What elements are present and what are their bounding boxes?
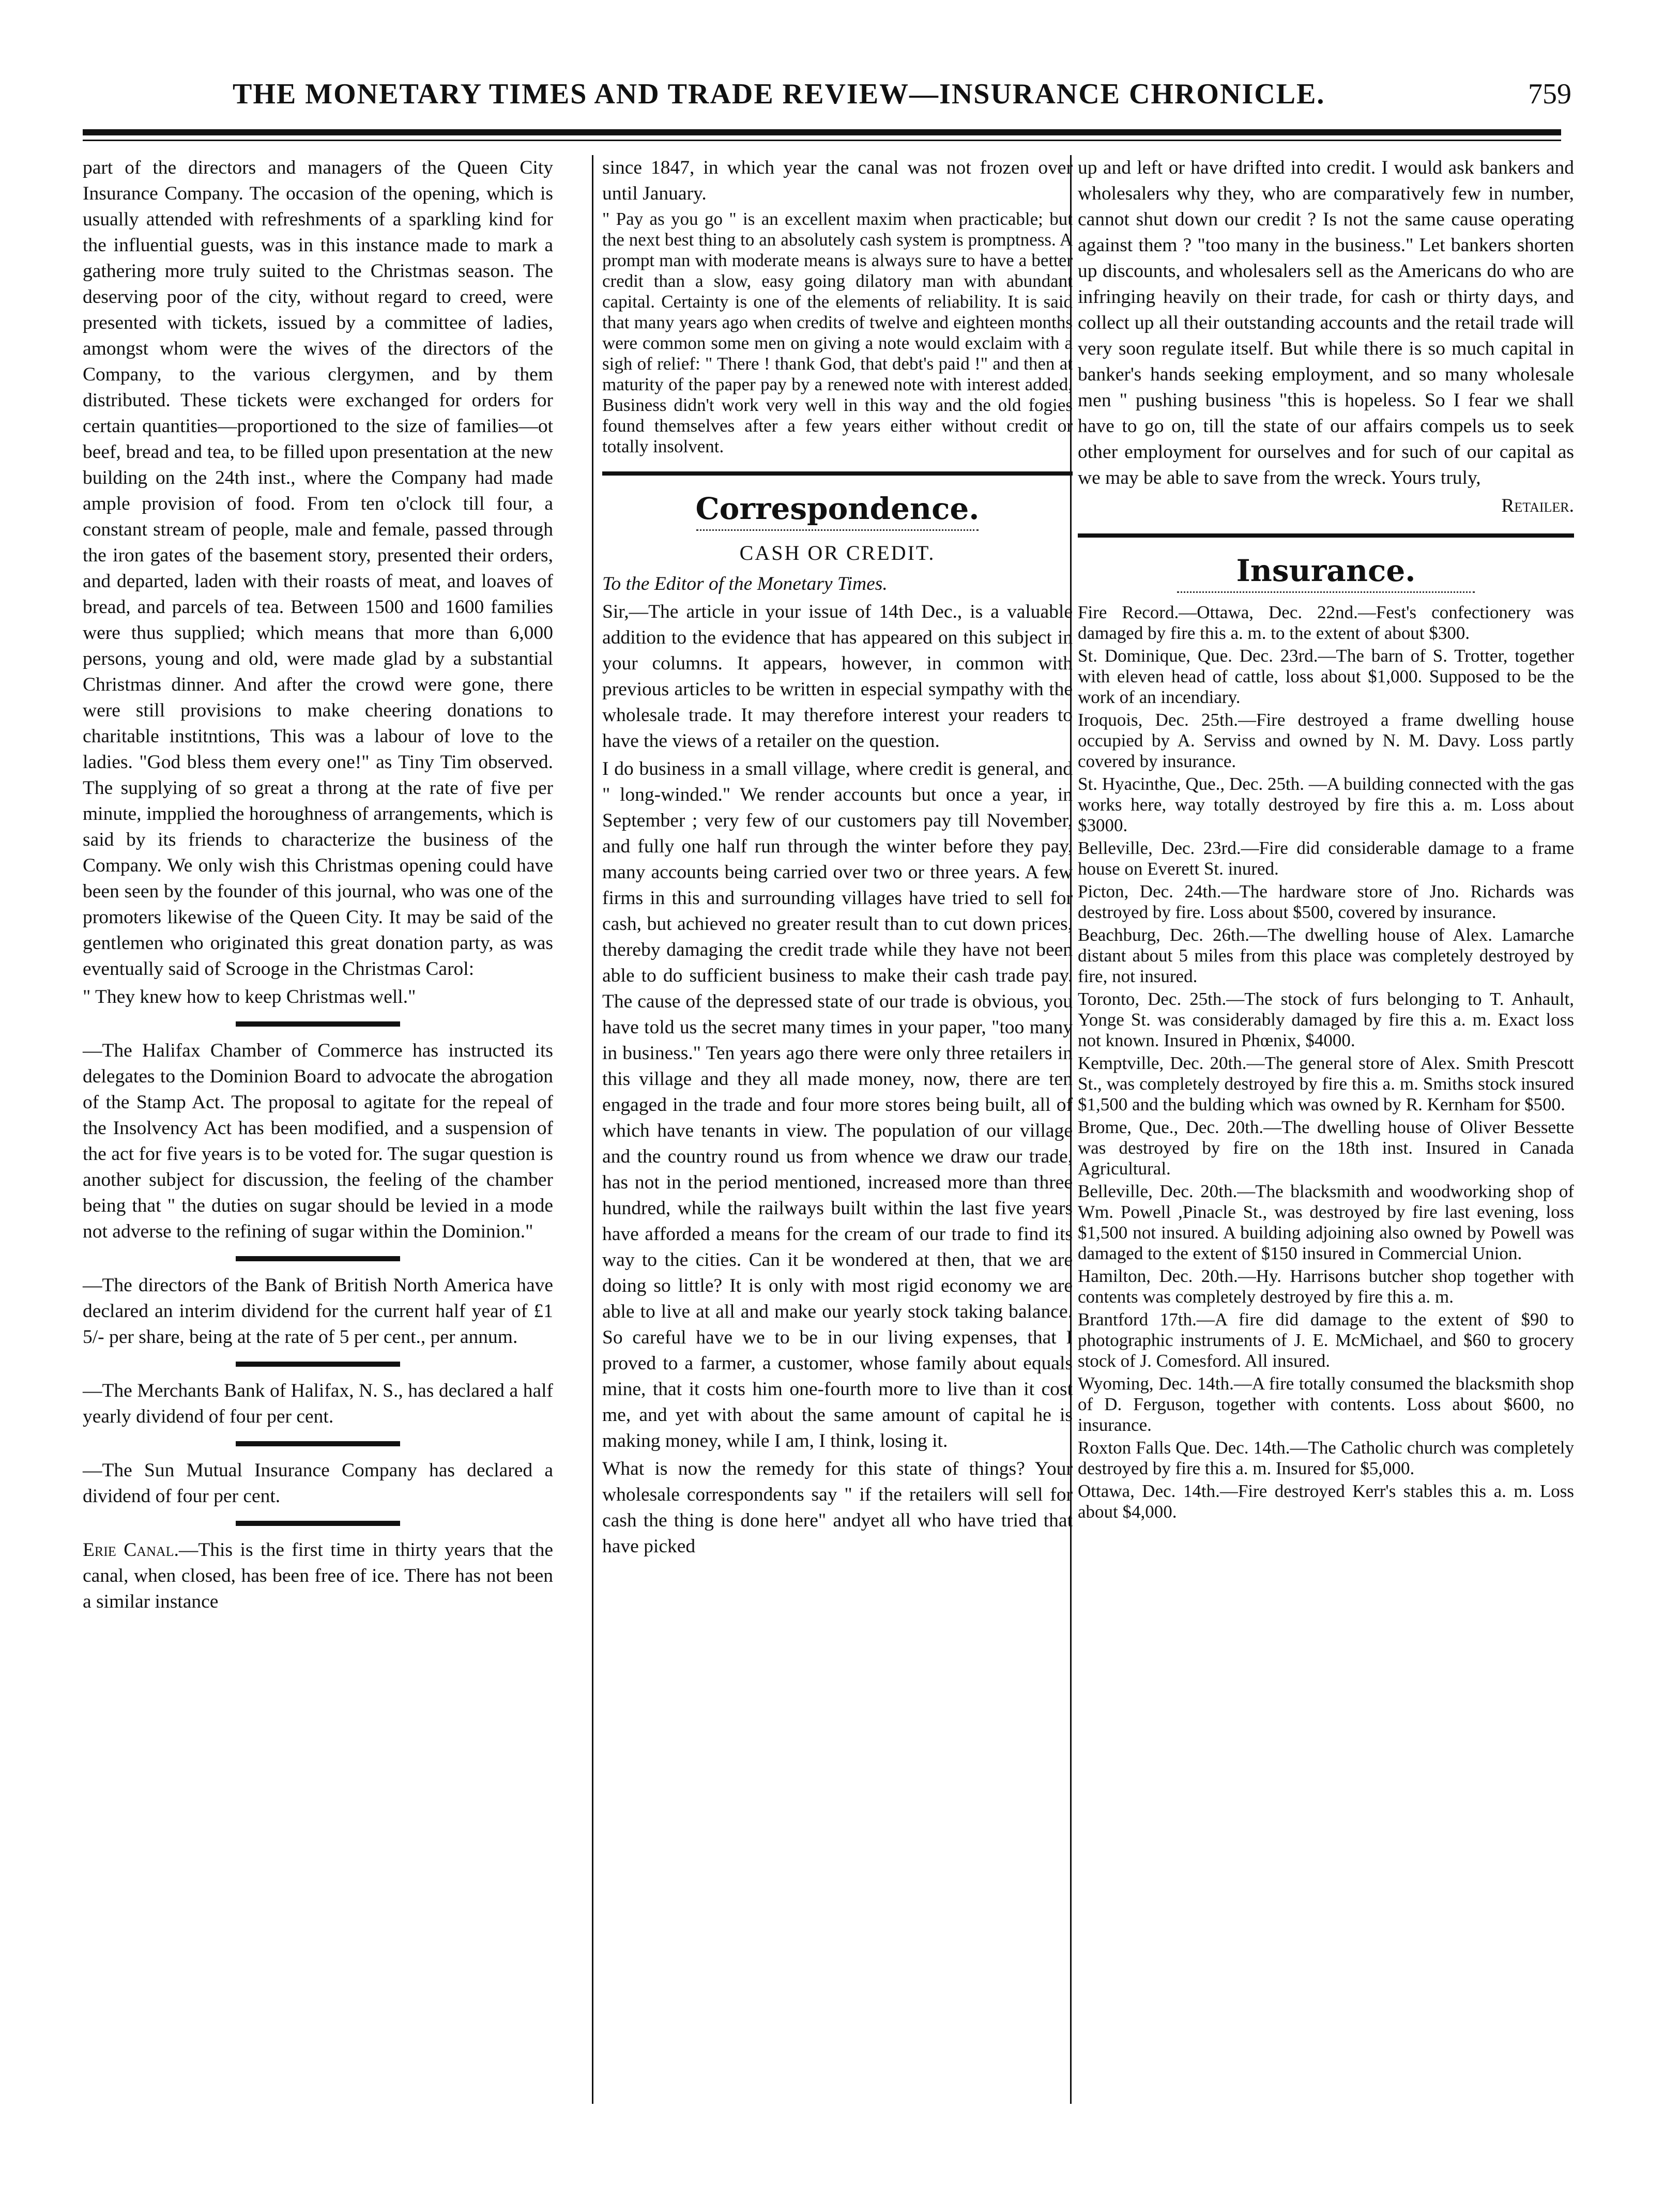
page-title: THE MONETARY TIMES AND TRADE REVIEW—INSURANCE CHRONICLE. xyxy=(233,78,1325,110)
salutation: To the Editor of the Monetary Times. xyxy=(602,573,888,594)
article-paragraph xyxy=(83,1537,553,1615)
list-item: Beachburg, Dec. 26th.—The dwelling house of Alex. Lamarche distant about 5 miles from this place was completely destroyed by fire, not insured. xyxy=(1078,925,1574,986)
column-2 xyxy=(602,155,1073,1562)
section-rule xyxy=(602,471,1073,476)
list-item: Wyoming, Dec. 14th.—A fire totally consumed the blacksmith shop of D. Ferguson, together with contents. Loss about $600, no insurance. xyxy=(1078,1373,1574,1435)
list-item: Brantford 17th.—A fire did damage to the extent of $90 to photographic instruments of J. E. McMichael, and $60 to grocery stock of J. Comesford. All insured. xyxy=(1078,1309,1574,1371)
page-number: 759 xyxy=(1528,78,1571,110)
list-item: Roxton Falls Que. Dec. 14th.—The Catholic church was completely destroyed by fire this a. m. Insured for $5,000. xyxy=(1078,1438,1574,1478)
article-paragraph: —The Halifax Chamber of Commerce has instructed its delegates to the Dominion Board to advocate the abrogation of the Stamp Act. The proposal to agitate for the repeal of the Insolvency Act has been modified, and a suspension of the act for five years is to be voted for. The sugar question is another subject for discussion, the feeling of the chamber being that " the duties on sugar should be levied in a mode not adverse to the refining of sugar within the Dominion." xyxy=(83,1040,553,1242)
section-heading: Correspondence. xyxy=(695,491,980,526)
signature: Retailer. xyxy=(1501,495,1574,516)
article-subheading: CASH OR CREDIT. xyxy=(739,541,936,564)
article-paragraph: —The Sun Mutual Insurance Company has declared a dividend of four per cent. xyxy=(83,1460,553,1507)
header-rule xyxy=(83,129,1561,135)
list-item: Kemptville, Dec. 20th.—The general store of Alex. Smith Prescott St., was completely destroyed by fire this a. m. Smiths stock insured $1,500 and the bulding which was owned by R. Kernham for $500. xyxy=(1078,1053,1574,1114)
page-header xyxy=(83,78,1582,114)
separator-rule xyxy=(236,1362,401,1367)
article-paragraph: What is now the remedy for this state of things? Your wholesale correspondents say " if the retailers will sell for cash the thing is done here" andyet all who have tried that have picked xyxy=(602,1458,1073,1557)
article-paragraph: —The Merchants Bank of Halifax, N. S., has declared a half yearly dividend of four per cent. xyxy=(83,1380,553,1427)
article-paragraph: since 1847, in which year the canal was not frozen over until January. xyxy=(602,157,1073,204)
separator-rule xyxy=(236,1021,401,1027)
column-1 xyxy=(83,155,553,1617)
article-paragraph: " Pay as you go " is an excellent maxim when practicable; but the next best thing to an absolutely cash system is promptness. A prompt man with moderate means is always sure to have a better credit than a slow, easy going dilatory man with abundant capital. Certainty is one of the elements of reliability. It is said that many years ago when credits of twelve and eighteen months were common some men on giving a note would exclaim with a sigh of relief: " There ! thank God, that debt's paid !" and then at maturity of the paper pay by a renewed note with interest added, Business didn't work very well in this way and the old fogies found themselves after a few years either without credit or totally insolvent. xyxy=(602,209,1073,456)
article-paragraph: —The directors of the Bank of British North America have declared an interim dividend for the current half year of £1 5/- per share, being at the rate of 5 per cent., per annum. xyxy=(83,1275,553,1348)
fire-record-list xyxy=(1078,602,1574,1522)
separator-rule xyxy=(236,1441,401,1446)
separator-rule xyxy=(236,1256,401,1261)
list-item: Fire Record.—Ottawa, Dec. 22nd.—Fest's confectionery was damaged by fire this a. m. to the extent of about $300. xyxy=(1078,602,1574,643)
column-divider xyxy=(592,155,593,2104)
list-item: Belleville, Dec. 23rd.—Fire did considerable damage to a frame house on Everett St. inured. xyxy=(1078,838,1574,879)
list-item: Ottawa, Dec. 14th.—Fire destroyed Kerr's stables this a. m. Loss about $4,000. xyxy=(1078,1481,1574,1522)
article-paragraph: up and left or have drifted into credit. I would ask bankers and wholesalers why they, who are comparatively few in number, cannot shut down our credit ? Is not the same cause operating against them ? "too many in the business." Let bankers shorten up discounts, and wholesalers sell as the Americans do who are infringing heavily on their trade, for cash or thirty days, and collect up all their outstanding accounts and the retail trade will very soon regulate itself. But while there is so much capital in banker's hands seeking employment, and so many wholesale men " pushing business "this is hopeless. So I fear we shall have to go on, till the state of our affairs compels us to seek other employment for ourselves and for such of our capital as we may be able to save from the wreck. Yours truly, xyxy=(1078,157,1574,488)
list-item: Brome, Que., Dec. 20th.—The dwelling house of Oliver Bessette was destroyed by fire on the 18th inst. Insured in Canada Agricultural. xyxy=(1078,1117,1574,1179)
list-item: St. Dominique, Que. Dec. 23rd.—The barn of S. Trotter, together with eleven head of cattle, loss about $1,000. Supposed to be the work of an incendiary. xyxy=(1078,646,1574,707)
list-item: Iroquois, Dec. 25th.—Fire destroyed a frame dwelling house occupied by A. Serviss and owned by N. M. Davy. Loss partly covered by insurance. xyxy=(1078,710,1574,771)
column-3 xyxy=(1078,155,1574,1524)
ornament-rule xyxy=(1177,591,1475,597)
article-paragraph: Sir,—The article in your issue of 14th Dec., is a valuable addition to the evidence that has appeared on this subject in your columns. It appears, however, in common with previous articles to be written in especial sympathy with the wholesale trade. It may therefore interest your readers to have the views of a retailer on the question. xyxy=(602,601,1073,752)
quote-line: " They knew how to keep Christmas well." xyxy=(83,986,416,1007)
list-item: Hamilton, Dec. 20th.—Hy. Harrisons butcher shop together with contents was completely destroyed by fire this a. m. xyxy=(1078,1266,1574,1307)
paragraph-body: —This is the first time in thirty years that the canal, when closed, has been free of ice. There has not been a similar instance xyxy=(83,1539,553,1612)
paragraph-lead: Erie Canal. xyxy=(83,1539,179,1561)
section-rule xyxy=(1078,533,1574,538)
ornament-rule xyxy=(696,529,979,535)
list-item: Toronto, Dec. 25th.—The stock of furs belonging to T. Anhault, Yonge St. was considerably damaged by fire this a. m. Exact loss not known. Insured in Phœnix, $4000. xyxy=(1078,989,1574,1050)
header-rule-thin xyxy=(83,140,1561,141)
article-paragraph: I do business in a small village, where credit is general, and " long-winded." We render accounts but once a year, in September ; very few of our customers pay till November, and fully one half run through the winter before they pay, many accounts being carried over two or three years. A few firms in this and surrounding villages have tried to sell for cash, but achieved no greater result than to cut down prices, thereby damaging the credit trade while they have not been able to do sufficient business to make their cash trade pay. The cause of the depressed state of our trade is obvious, you have told us the secret many times in your paper, "too many in business." Ten years ago there were only three retailers in this village and they all made money, now, there are ten engaged in the trade and four more stores being built, all of which have tenants in view. The population of our village and the country round us from whence we draw our trade, has not in the period mentioned, increased more than three hundred, while the railways built within the last five years have afforded a means for the cream of our trade to find its way to the cities. Can it be wondered at then, that we are doing so little? It is only with most rigid economy we are able to live at all and make our yearly stock taking balance. So careful have we to be in our living expenses, that I proved to a farmer, a customer, whose family about equals mine, that it costs him one-fourth more to live than it cost me, and yet with about the same amount of capital he is making money, while I am, I think, losing it. xyxy=(602,758,1073,1452)
separator-rule xyxy=(236,1521,401,1526)
section-heading: Insurance. xyxy=(1236,553,1416,588)
list-item: St. Hyacinthe, Que., Dec. 25th. —A building connected with the gas works here, way totally destroyed by fire this a. m. Loss about $3000. xyxy=(1078,774,1574,835)
article-paragraph: part of the directors and managers of the Queen City Insurance Company. The occasion of the opening, which is usually attended with refreshments of a sparkling kind for the influential guests, was in this instance made to mark a gathering more truly suited to the Christmas season. The deserving poor of the city, without regard to creed, were presented with tickets, issued by a committee of ladies, amongst whom were the wives of the directors of the Company, to the various clergymen, and by them distributed. These tickets were exchanged for orders for certain quantities—proportioned to the size of families—ot beef, bread and tea, to be filled upon presentation at the new building on the 24th inst., where the Company had made ample provision of food. From ten o'clock till four, a constant stream of people, male and female, passed through the iron gates of the basement story, presented their orders, and departed, laden with their roasts of meat, and loaves of bread, and parcels of tea. Between 1500 and 1600 families were thus supplied; which means that more than 6,000 persons, young and old, were made glad by a substantial Christmas dinner. And after the crowd were gone, there were still provisions to make cheering donations to charitable institntions, This was a labour of love to the ladies. "God bless them every one!" as Tiny Tim observed. The supplying of so great a throng at the rate of five per minute, impplied the horoughness of arrangements, which is said by its friends to characterize the business of the Company. We only wish this Christmas opening could have been seen by the founder of this journal, who was one of the promoters likewise of the Queen City. It may be said of the gentlemen who originated this great donation party, as was eventually said of Scrooge in the Christmas Carol: xyxy=(83,157,553,980)
list-item: Belleville, Dec. 20th.—The blacksmith and woodworking shop of Wm. Powell ,Pinacle St., was destroyed by fire last evening, loss $1,500 not insured. A building adjoining also owned by Powell was damaged to the extent of $150 insured in Commercial Union. xyxy=(1078,1181,1574,1263)
list-item: Picton, Dec. 24th.—The hardware store of Jno. Richards was destroyed by fire. Loss about $500, covered by insurance. xyxy=(1078,881,1574,922)
